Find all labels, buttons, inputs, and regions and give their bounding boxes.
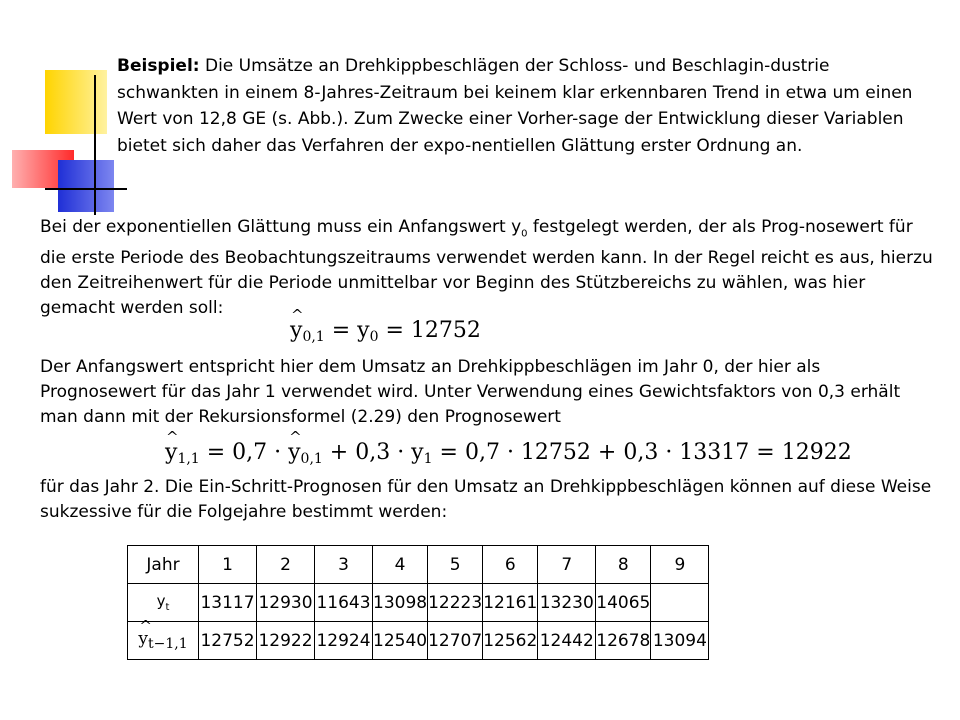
table-cell: 12707 <box>428 622 483 660</box>
table-cell: 12562 <box>483 622 538 660</box>
table-header-label: Jahr <box>128 546 199 584</box>
table-cell: 13098 <box>373 584 428 622</box>
formula2-part2: + 0,3 · y <box>322 440 424 465</box>
paragraph-1-subscript: 0 <box>521 228 528 240</box>
year-cell: 4 <box>373 546 428 584</box>
table-row-actual <box>128 584 709 622</box>
paragraph-1-text-b: festgelegt werden, der als Prog-nosewert für die erste Periode des Beobachtungszeitraums verwendet werden kann. In der Regel reicht es aus, hierzu den Zeitreihenwert für die Periode unmittelbar vor Beginn des Stützbereichs zu wählen, was hier gemacht werden soll: <box>40 217 933 319</box>
intro-text: Die Umsätze an Drehkippbeschlägen der Schloss- und Beschlagin-dustrie schwankten in einem 8-Jahres-Zeitraum bei keinem klar erkennbaren Trend in etwa um einen Wert von 12,8 GE (s. Abb.). Zum Zwecke einer Vorher-sage der Entwicklung dieser Variablen bietet sich daher das Verfahren der expo-nentiellen Glättung erster Ordnung an. <box>117 56 913 156</box>
table-cell: 12924 <box>315 622 373 660</box>
row-label-yt <box>128 584 199 622</box>
formula1-yhat: ^ y <box>290 318 302 343</box>
year-cell: 5 <box>428 546 483 584</box>
table-cell: 12161 <box>483 584 538 622</box>
paragraph-3: für das Jahr 2. Die Ein-Schritt-Prognosen für den Umsatz an Drehkippbeschlägen können auf diese Weise sukzessive für die Folgejahre bestimmt werden: <box>40 477 932 522</box>
table-cell: 12442 <box>538 622 596 660</box>
table-cell: 12930 <box>257 584 315 622</box>
formula2-yhat2: ^ y <box>288 440 300 465</box>
formula2-yhat: ^ y <box>165 440 177 465</box>
row1-label: y <box>156 592 166 610</box>
formula2-sub3: 1 <box>423 451 433 467</box>
decor-yellow-square <box>45 70 107 134</box>
paragraph-1 <box>40 215 940 321</box>
table-cell: 12540 <box>373 622 428 660</box>
decor-blue-square <box>58 160 114 212</box>
table-cell: 12752 <box>199 622 257 660</box>
row-label-forecast <box>128 622 199 660</box>
table-header-row <box>128 546 709 584</box>
decor-vertical-line <box>94 75 96 215</box>
year-cell: 8 <box>596 546 651 584</box>
year-cell: 1 <box>199 546 257 584</box>
intro-label: Beispiel: <box>117 56 200 76</box>
table-cell: 14065 <box>596 584 651 622</box>
row2-label-sub: t−1,1 <box>147 636 188 652</box>
paragraph-2: Der Anfangswert entspricht hier dem Umsatz an Drehkippbeschlägen im Jahr 0, der hier als Prognosewert für das Jahr 1 verwendet wird. Unter Verwendung eines Gewichtsfaktors von 0,3 erhält man dann mit der Rekursionsformel (2.29) den Prognosewert <box>40 357 901 427</box>
row1-label-sub: t <box>165 602 170 613</box>
formula1-sub1: 0,1 <box>302 329 325 345</box>
year-cell: 3 <box>315 546 373 584</box>
table-cell: 11643 <box>315 584 373 622</box>
decor-horizontal-line <box>45 188 127 190</box>
table-cell <box>651 584 709 622</box>
forecast-table <box>127 545 709 660</box>
row2-label: ^ y <box>138 629 148 649</box>
table-cell: 13230 <box>538 584 596 622</box>
formula2-part3: = 0,7 · 12752 + 0,3 · 13317 = 12922 <box>432 440 852 465</box>
table-cell: 12678 <box>596 622 651 660</box>
table-cell: 13117 <box>199 584 257 622</box>
formula1-eq1: = y <box>324 318 370 343</box>
formula2-part1: = 0,7 · <box>199 440 289 465</box>
formula-initial-value <box>290 318 481 345</box>
year-cell: 9 <box>651 546 709 584</box>
formula2-sub1: 1,1 <box>177 451 200 467</box>
table-cell: 12922 <box>257 622 315 660</box>
year-cell: 7 <box>538 546 596 584</box>
formula2-sub2: 0,1 <box>300 451 323 467</box>
intro-paragraph <box>117 53 927 159</box>
table-cell: 12223 <box>428 584 483 622</box>
year-cell: 6 <box>483 546 538 584</box>
table-row-forecast <box>128 622 709 660</box>
formula-recursion <box>165 440 852 467</box>
formula1-eq2: = 12752 <box>378 318 481 343</box>
formula1-sub2: 0 <box>369 329 379 345</box>
year-cell: 2 <box>257 546 315 584</box>
table-cell: 13094 <box>651 622 709 660</box>
paragraph-1-text-a: Bei der exponentiellen Glättung muss ein Anfangswert y <box>40 217 522 237</box>
